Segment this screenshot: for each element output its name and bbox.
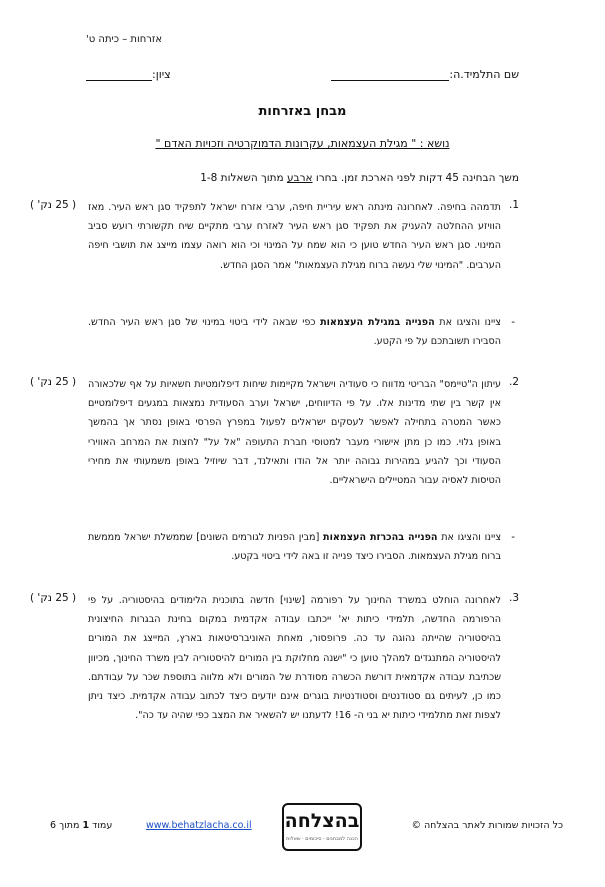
exam-title: מבחן באזרחות [258, 104, 347, 119]
topic-prefix: נושא : " [411, 137, 450, 150]
logo-wordmark: בהצלחה [284, 810, 360, 832]
q1-task-after: כפי שבאה לידי ביטוי במינוי של סגן ראש העיר החדש. הסבירו תשובתכם על פי הקטע. [88, 317, 501, 348]
subject-header: אזרחות – כיתה ט' [86, 34, 163, 45]
question-1-task [88, 313, 501, 351]
question-2-points: ( 25 נק' ) [30, 376, 77, 388]
question-1-number: 1. [508, 199, 519, 211]
q2-task-after: [מבין הפניות לגורמים השונים] שממשלת ישראל מממשת ברוח מגילת העצמאות. הסבירו כיצד פנייה זו באה לידי ביטוי בקטע. [88, 532, 501, 563]
question-2-number: 2. [508, 376, 519, 388]
website-link[interactable]: www.behatzlacha.co.il [146, 820, 252, 831]
question-1-text: תדמהה בחיפה. לאחרונה מינתה ראש עיריית חיפה, ערבי אזרח ישראל לתפקיד סגן ראש העיר. מאז הוויזע ההחלטה להעניק את תפקיד סגן ראש העיר לאזרח ערבי מתקיים שיח תקשורתי רועש סביב המינוי. סגן ראש העיר החדש טוען כי הוא שמח על המינוי וכי הוא רואה עצמו מייצג את תושבי חיפה הערבים. "המינוי שלי נעשה ברוח מגילת העצמאות" אמר הסגן החדש. [88, 202, 501, 271]
topic-text: מגילת העצמאות, עקרונות הדמוקרטיה וזכויות האדם [164, 137, 412, 150]
page-of: מתוך [59, 820, 80, 831]
question-2-task [88, 528, 501, 566]
student-name-blank[interactable] [331, 80, 449, 81]
page-number [50, 820, 112, 831]
exam-instructions [200, 172, 519, 184]
question-1-points: ( 25 נק' ) [30, 199, 77, 211]
page-word: עמוד [92, 820, 113, 831]
instructions-text-b: מתוך השאלות 1-8 [200, 172, 287, 184]
question-3-points: ( 25 נק' ) [30, 592, 77, 604]
question-2-text: עיתון ה"טיימס" הבריטי מדווח כי סעודיה וישראל מקיימות שיחות דיפלומטיות חשאיות על אף שלכאורה אין קשר בין שתי מדינות אלו. על פי הדיווחים, ישראל וערב הסעודית נמצאות במגעים דיפלומטיים כאשר המטרה בתחילה לאפשר לעסקים ישראלים לפעול במפרץ הפרסי באופן נסתר אך בהמשך באופן גלוי. כמו כן מתן אישורי מעבר למטוסי חברת התעופה "אל על" לחצות את המרחב האווירי הסעודי וכך להגיע במהירות גבוהה יותר אל הודו ותאילנד, דבר שיוזיל באופן משמעותי את מחירי הטיסות לאסיה עבור המטיילים הישראליים. [88, 379, 501, 487]
instructions-text-a: משך הבחינה 45 דקות לפני הארכת זמן. בחרו [312, 172, 519, 184]
logo-tagline: הכנה למבחנים · סיכומים · שאלות [286, 836, 358, 842]
exam-topic [0, 137, 605, 150]
q1-task-bold: הפנייה במגילת העצמאות [320, 317, 435, 328]
copyright-text: כל הזכויות שמורות לאתר בהצלחה © [411, 820, 563, 831]
behatzlacha-logo [282, 803, 362, 851]
student-name-label: שם התלמיד.ה: [449, 68, 519, 81]
page-total: 6 [50, 820, 57, 831]
topic-suffix: " [155, 137, 165, 150]
grade-label: ציון: [152, 68, 171, 81]
q2-task-bold: הפנייה בהכרזת העצמאות [323, 532, 438, 543]
page-current: 1 [82, 820, 90, 831]
question-1-task-bullet: - [511, 316, 515, 328]
student-details-row [86, 68, 519, 88]
question-2-task-bullet: - [511, 531, 515, 543]
question-3-text: לאחרונה הוחלט במשרד החינוך על רפורמה [שינוי] חדשה בתוכנית הלימודים בהיסטוריה. על פי הרפורמה החדשה, תלמידי כיתות יא' ייכתבו עבודה אקדמית במקום בחינת הבגרות החיצונית בהיסטוריה שהייתה נהוגה עד כה. פרופסור, מאחת האוניברסיטאות בארץ, המייצג את המורים להיסטוריה המתנגדים למהלך טוען כי "ישנה מחלוקת בין המורים להיסטוריה לבין משרד החינוך, מכיוון שכתיבת עבודה אקדמאית דורשת הכשרה מסודרת של המורים ולא מלווה בתוספת שכר על עבודתם. כמו כן, לעיתים גם סטודנטים וסטודנטיות בוגרים אינם יודעים כיצד לכתוב עבודה אקדמית. כיצד ניתן לצפות זאת מתלמידי כיתות יא בני ה- 16! לדעתנו יש להשאיר את המצב כפי שהיה עד כה". [88, 595, 501, 722]
q2-task-before: ציינו והציגו את [437, 532, 502, 543]
q1-task-before: ציינו והציגו את [434, 317, 502, 328]
question-3-number: 3. [508, 592, 519, 604]
grade-field [86, 68, 171, 81]
page-footer [42, 800, 563, 860]
grade-blank[interactable] [86, 80, 152, 81]
student-name-field [331, 68, 519, 81]
instructions-underlined: ארבע [286, 172, 313, 184]
